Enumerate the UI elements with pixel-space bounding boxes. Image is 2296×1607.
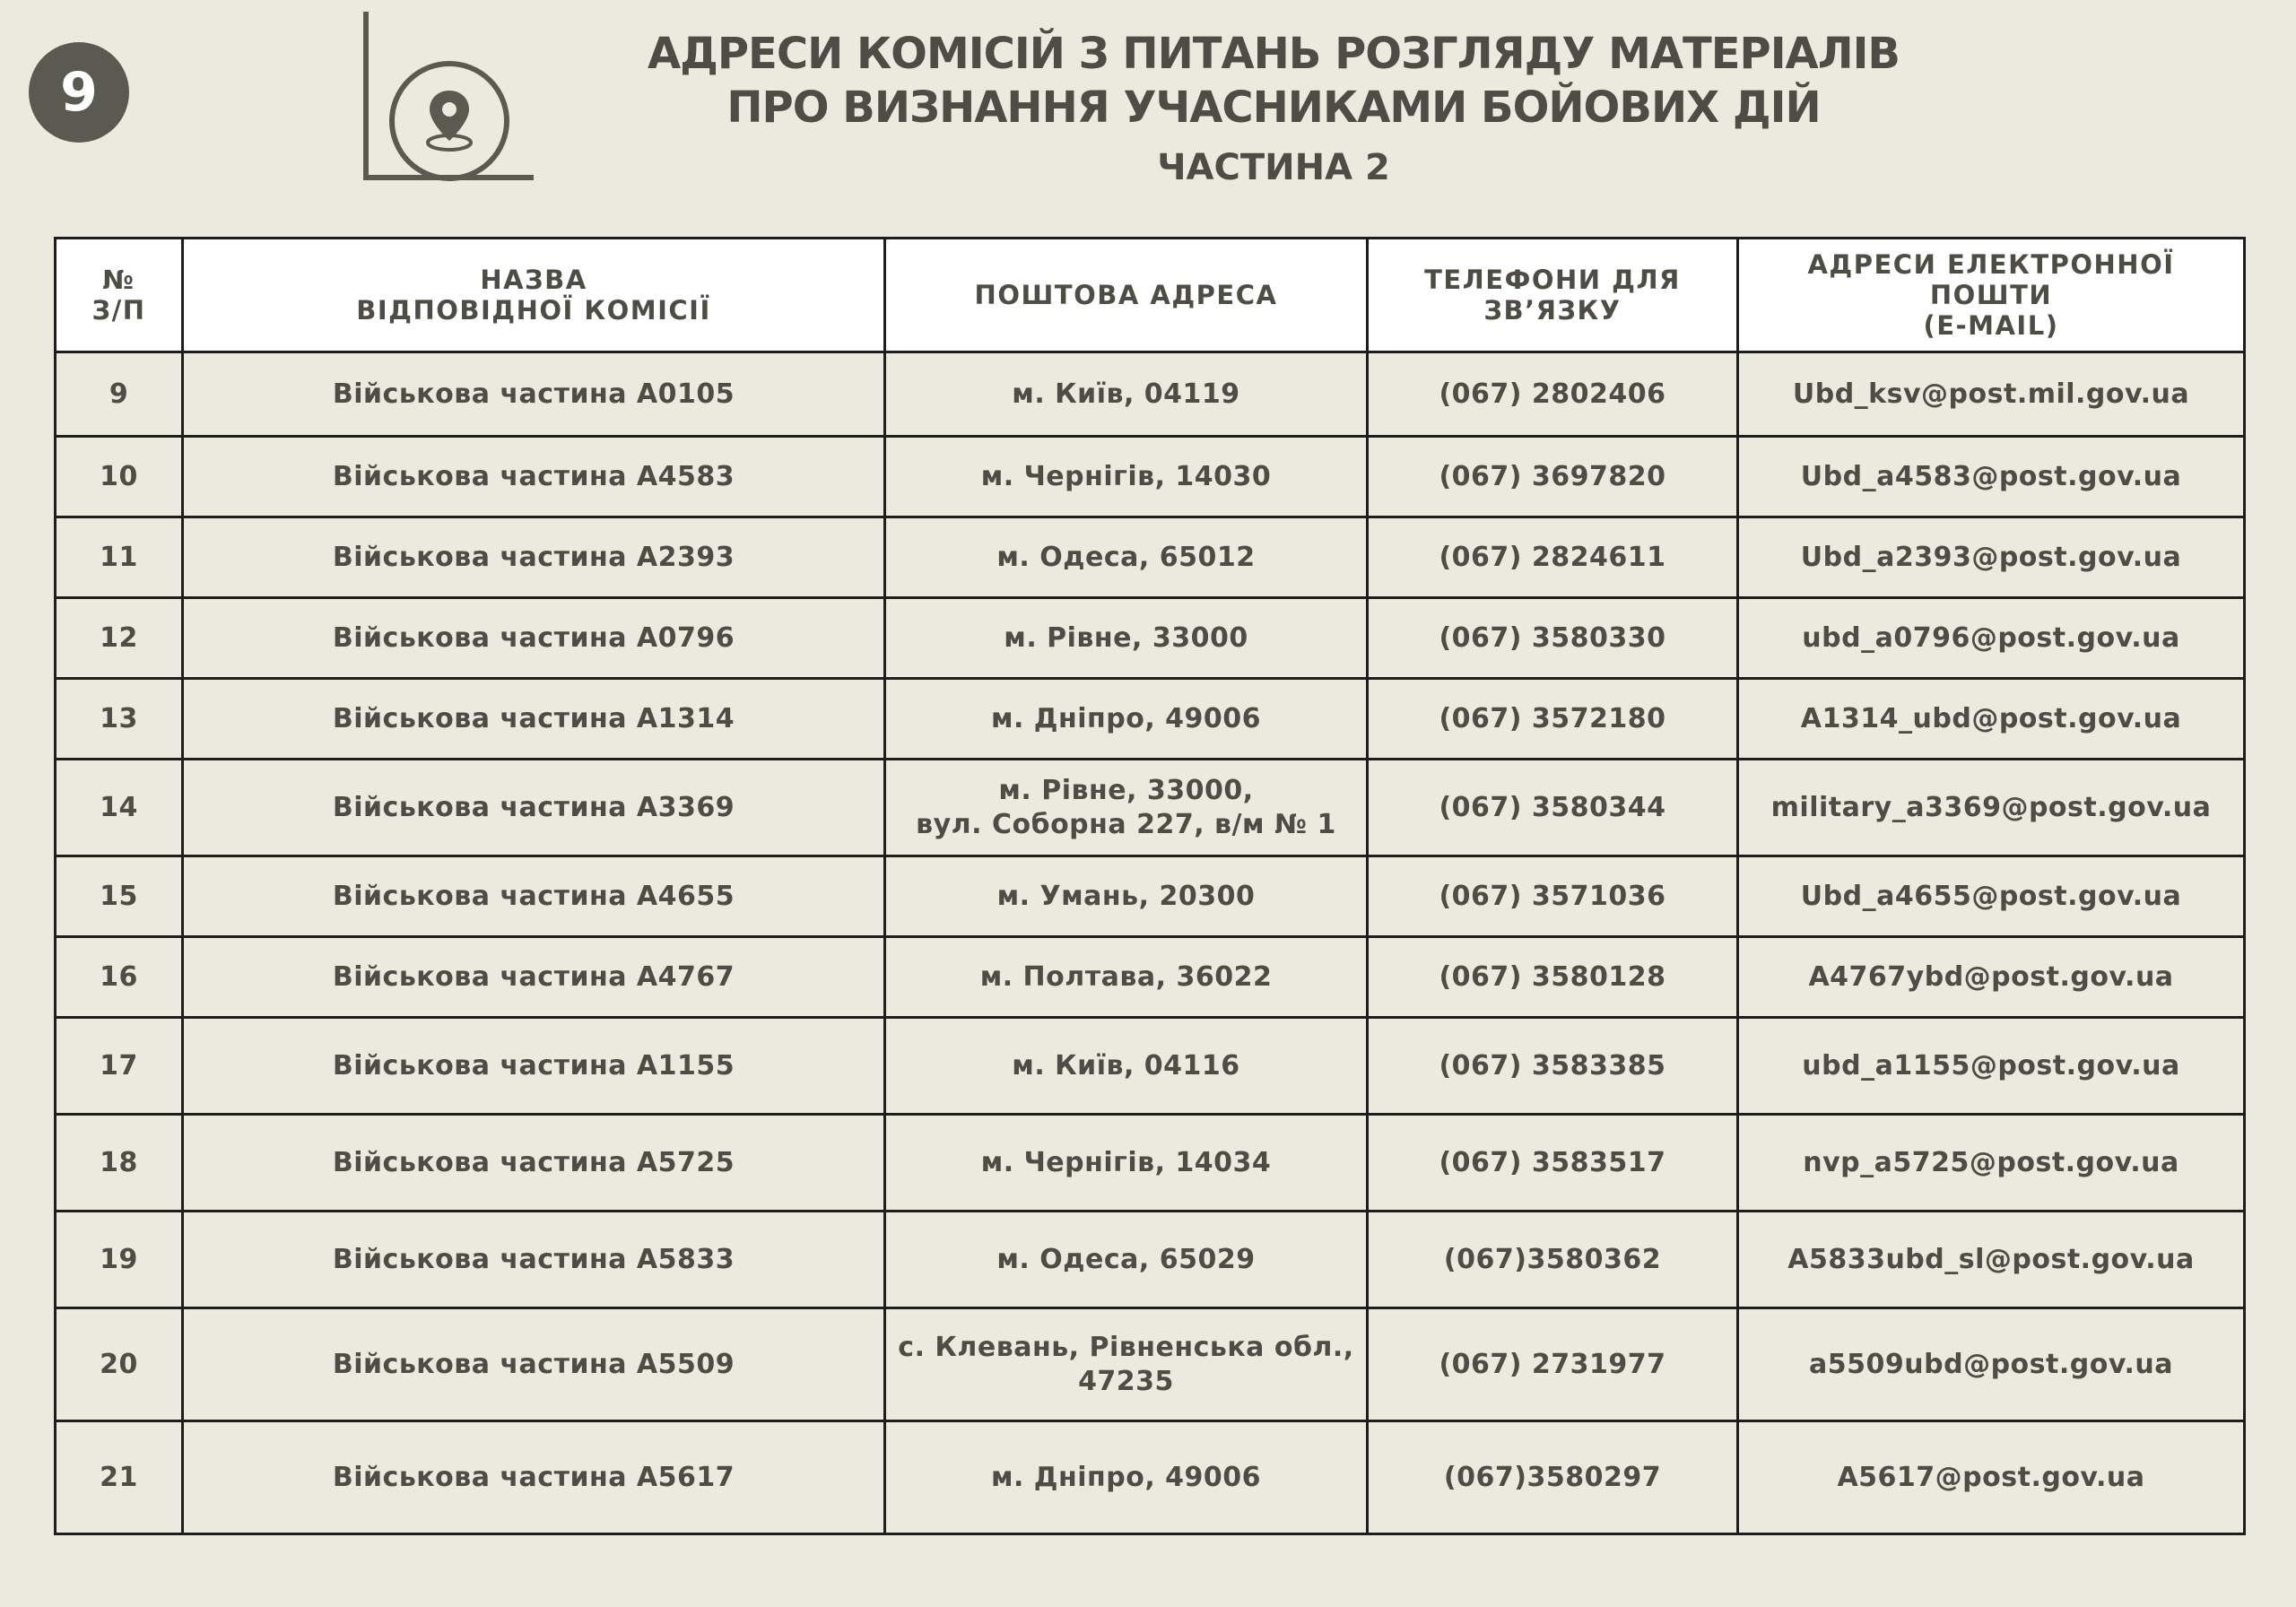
header-line: (E-MAIL) [1923, 310, 2059, 341]
cell-email: military_a3369@post.gov.ua [1738, 760, 2245, 856]
cell-address [885, 1018, 1368, 1115]
address-line: м. Чернігів, 14030 [980, 460, 1272, 492]
address-line: 47235 [1078, 1365, 1174, 1397]
table-row [56, 352, 2245, 437]
cell-num: 10 [56, 437, 183, 517]
address-line: м. Умань, 20300 [996, 880, 1256, 912]
header-line: ПОШТИ [1929, 280, 2053, 310]
cell-address [885, 352, 1368, 437]
header-line: ЗВ’ЯЗКУ [1483, 295, 1622, 326]
cell-phone: (067) 3571036 [1368, 856, 1738, 937]
cell-name: Військова частина А0796 [183, 598, 885, 679]
cell-address [885, 760, 1368, 856]
table-row [56, 937, 2245, 1018]
cell-num: 20 [56, 1308, 183, 1421]
cell-phone: (067) 2802406 [1368, 352, 1738, 437]
cell-name: Військова частина А4767 [183, 937, 885, 1018]
header-line: З/П [91, 295, 146, 326]
cell-address [885, 679, 1368, 760]
address-line: с. Клевань, Рівненська обл., [898, 1331, 1354, 1363]
address-line: м. Київ, 04119 [1012, 378, 1240, 410]
cell-phone: (067) 3580344 [1368, 760, 1738, 856]
header-email [1738, 239, 2245, 352]
cell-email: A5833ubd_sl@post.gov.ua [1738, 1212, 2245, 1308]
address-line: м. Рівне, 33000, [998, 774, 1254, 806]
cell-name: Військова частина А5509 [183, 1308, 885, 1421]
cell-address [885, 1308, 1368, 1421]
cell-phone: (067) 3572180 [1368, 679, 1738, 760]
cell-num: 13 [56, 679, 183, 760]
cell-num: 15 [56, 856, 183, 937]
cell-address [885, 598, 1368, 679]
cell-name: Військова частина А1155 [183, 1018, 885, 1115]
table-row [56, 679, 2245, 760]
header-line: № [102, 265, 135, 295]
cell-email: A1314_ubd@post.gov.ua [1738, 679, 2245, 760]
header-line: НАЗВА [480, 265, 587, 295]
page-number: 9 [60, 61, 98, 124]
cell-address [885, 937, 1368, 1018]
cell-name: Військова частина А5833 [183, 1212, 885, 1308]
table-row [56, 1212, 2245, 1308]
table-row [56, 856, 2245, 937]
cell-phone: (067)3580362 [1368, 1212, 1738, 1308]
table-row [56, 517, 2245, 598]
cell-num: 9 [56, 352, 183, 437]
cell-name: Військова частина А4655 [183, 856, 885, 937]
cell-address [885, 1115, 1368, 1212]
cell-email: nvp_a5725@post.gov.ua [1738, 1115, 2245, 1212]
cell-phone: (067) 2731977 [1368, 1308, 1738, 1421]
cell-phone: (067) 3697820 [1368, 437, 1738, 517]
cell-phone: (067) 3583385 [1368, 1018, 1738, 1115]
cell-email: Ubd_a2393@post.gov.ua [1738, 517, 2245, 598]
cell-name: Військова частина А1314 [183, 679, 885, 760]
header-line: ВІДПОВІДНОЇ КОМІСІЇ [356, 295, 711, 326]
cell-phone: (067) 3580330 [1368, 598, 1738, 679]
cell-name: Військова частина А0105 [183, 352, 885, 437]
address-line: м. Дніпро, 49006 [990, 702, 1262, 734]
header-icon-frame [363, 12, 534, 180]
cell-email: Ubd_a4655@post.gov.ua [1738, 856, 2245, 937]
cell-num: 21 [56, 1421, 183, 1534]
address-line: м. Полтава, 36022 [979, 960, 1273, 993]
cell-address [885, 437, 1368, 517]
table-row [56, 1115, 2245, 1212]
header-address [885, 239, 1368, 352]
location-pin-icon [387, 58, 512, 184]
table-row [56, 1421, 2245, 1534]
table-header-row [56, 239, 2245, 352]
header-line: ПОШТОВА АДРЕСА [974, 280, 1278, 310]
cell-num: 11 [56, 517, 183, 598]
cell-num: 14 [56, 760, 183, 856]
cell-num: 19 [56, 1212, 183, 1308]
cell-name: Військова частина А4583 [183, 437, 885, 517]
cell-address [885, 1421, 1368, 1534]
cell-email: a5509ubd@post.gov.ua [1738, 1308, 2245, 1421]
cell-address [885, 1212, 1368, 1308]
table-body [56, 352, 2245, 1534]
title-line-1: АДРЕСИ КОМІСІЙ З ПИТАНЬ РОЗГЛЯДУ МАТЕРІАЛІВ [647, 29, 1900, 79]
cell-num: 17 [56, 1018, 183, 1115]
cell-name: Військова частина А2393 [183, 517, 885, 598]
cell-phone: (067)3580297 [1368, 1421, 1738, 1534]
table-row [56, 1018, 2245, 1115]
cell-num: 16 [56, 937, 183, 1018]
table-row [56, 1308, 2245, 1421]
commissions-table [54, 237, 2246, 1535]
cell-phone: (067) 3580128 [1368, 937, 1738, 1018]
cell-email: Ubd_ksv@post.mil.gov.ua [1738, 352, 2245, 437]
title-line-2: ПРО ВИЗНАННЯ УЧАСНИКАМИ БОЙОВИХ ДІЙ [726, 83, 1821, 133]
header-num [56, 239, 183, 352]
cell-phone: (067) 3583517 [1368, 1115, 1738, 1212]
address-line: м. Одеса, 65012 [996, 541, 1256, 573]
document-title [538, 27, 2009, 195]
address-line: м. Дніпро, 49006 [990, 1461, 1262, 1493]
cell-num: 18 [56, 1115, 183, 1212]
cell-email: ubd_a1155@post.gov.ua [1738, 1018, 2245, 1115]
table-row [56, 598, 2245, 679]
address-line: м. Київ, 04116 [1012, 1049, 1240, 1081]
header-name [183, 239, 885, 352]
table-row [56, 437, 2245, 517]
cell-name: Військова частина А5617 [183, 1421, 885, 1534]
header-phone [1368, 239, 1738, 352]
title-part: ЧАСТИНА 2 [1157, 147, 1390, 188]
cell-email: ubd_a0796@post.gov.ua [1738, 598, 2245, 679]
cell-email: Ubd_a4583@post.gov.ua [1738, 437, 2245, 517]
header-line: АДРЕСИ ЕЛЕКТРОННОЇ [1807, 249, 2175, 280]
cell-address [885, 856, 1368, 937]
address-line: вул. Соборна 227, в/м № 1 [916, 808, 1336, 840]
cell-email: A4767ybd@post.gov.ua [1738, 937, 2245, 1018]
cell-name: Військова частина А5725 [183, 1115, 885, 1212]
header-line: ТЕЛЕФОНИ ДЛЯ [1424, 265, 1681, 295]
cell-address [885, 517, 1368, 598]
cell-name: Військова частина А3369 [183, 760, 885, 856]
table-row [56, 760, 2245, 856]
address-line: м. Рівне, 33000 [1004, 621, 1248, 654]
address-line: м. Одеса, 65029 [996, 1243, 1256, 1275]
page-number-badge [29, 42, 129, 143]
cell-phone: (067) 2824611 [1368, 517, 1738, 598]
address-line: м. Чернігів, 14034 [980, 1146, 1272, 1178]
cell-num: 12 [56, 598, 183, 679]
cell-email: A5617@post.gov.ua [1738, 1421, 2245, 1534]
